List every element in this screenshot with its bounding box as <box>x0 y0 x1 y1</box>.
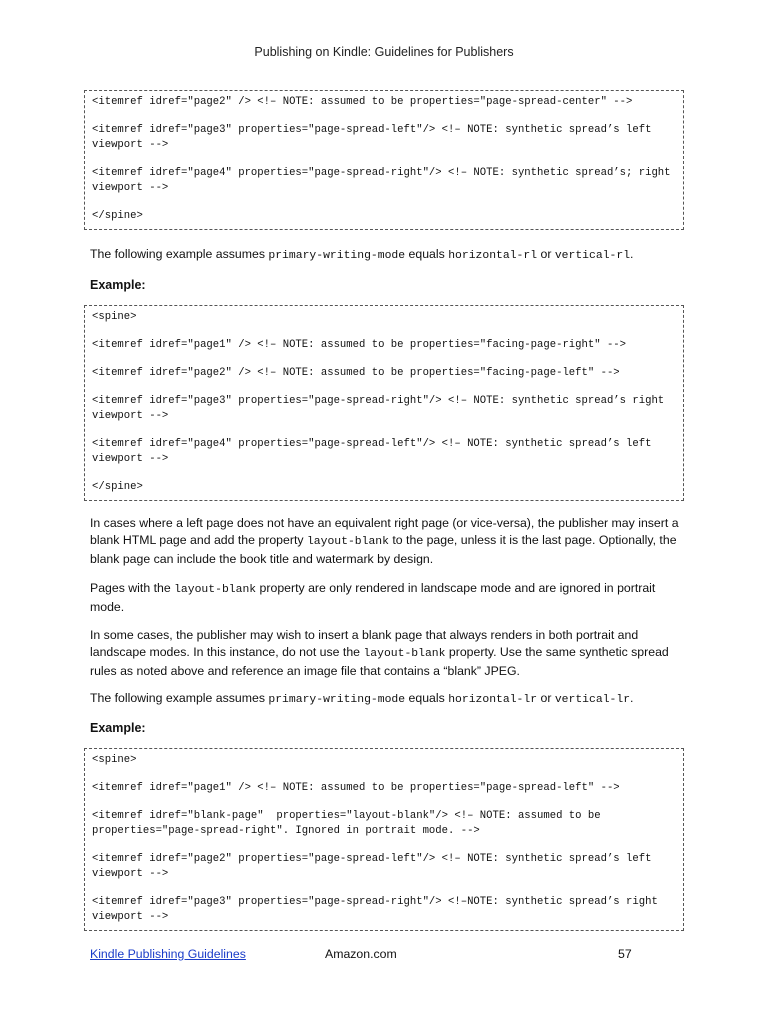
paragraph-layout-blank <box>90 580 690 616</box>
text: The following example assumes <box>90 247 269 261</box>
footer-guidelines-link[interactable]: Kindle Publishing Guidelines <box>90 947 246 961</box>
code-term: layout-blank <box>306 536 389 548</box>
code-term: horizontal-lr <box>448 694 538 706</box>
text: . <box>630 691 634 705</box>
footer-publisher: Amazon.com <box>325 947 397 961</box>
code-line: <itemref idref="page4" properties="page-spread-left"/> <!– NOTE: synthetic spread’s left viewport --> <box>92 438 658 465</box>
code-line: <itemref idref="page4" properties="page-spread-right"/> <!– NOTE: synthetic spread’s; right viewport --> <box>92 167 677 194</box>
code-block-2 <box>84 305 684 501</box>
text: In cases where a left page does not have an equivalent right page (or vice-versa), the publisher may insert a blank HTML page and add the property <box>90 516 679 547</box>
code-term: horizontal-rl <box>448 250 538 262</box>
code-line: <spine> <box>92 311 137 323</box>
code-line: <itemref idref="blank-page" properties="layout-blank"/> <!– NOTE: assumed to be properties="page-spread-right". Ignored in portrait mode. --> <box>92 810 607 837</box>
example-label: Example: <box>90 278 146 292</box>
code-term: layout-blank <box>363 648 446 660</box>
text: property are only rendered in landscape mode and are ignored in portrait mode. <box>90 581 656 614</box>
code-line: <itemref idref="page1" /> <!– NOTE: assumed to be properties="facing-page-right" --> <box>92 339 627 351</box>
paragraph-blank-jpeg <box>90 627 690 680</box>
code-block-1 <box>84 90 684 230</box>
code-line: <itemref idref="page2" properties="page-spread-left"/> <!– NOTE: synthetic spread’s left viewport --> <box>92 853 658 880</box>
code-line: <itemref idref="page3" properties="page-spread-right"/> <!– NOTE: synthetic spread’s right viewport --> <box>92 395 671 422</box>
text: or <box>537 691 555 705</box>
code-term: primary-writing-mode <box>268 250 406 262</box>
text: In some cases, the publisher may wish to insert a blank page that always renders in both portrait and landscape modes. In this instance, do not use the <box>90 628 639 659</box>
text: The following example assumes <box>90 691 269 705</box>
code-term: vertical-lr <box>554 694 631 706</box>
code-term: vertical-rl <box>554 250 631 262</box>
text: . <box>630 247 634 261</box>
text: Pages with the <box>90 581 175 595</box>
code-line: <itemref idref="page2" /> <!– NOTE: assumed to be properties="facing-page-left" --> <box>92 367 620 379</box>
code-line: <itemref idref="page1" /> <!– NOTE: assumed to be properties="page-spread-left" --> <box>92 782 620 794</box>
code-term: layout-blank <box>174 584 257 596</box>
code-line: <itemref idref="page2" /> <!– NOTE: assumed to be properties="page-spread-center" --> <box>92 96 633 108</box>
code-line: </spine> <box>92 210 143 222</box>
text: property. Use the same synthetic spread rules as noted above and reference an image file that contains a “blank” JPEG. <box>90 645 669 678</box>
code-term: primary-writing-mode <box>268 694 406 706</box>
text: or <box>537 247 555 261</box>
code-line: <itemref idref="page3" properties="page-spread-right"/> <!–NOTE: synthetic spread’s right viewport --> <box>92 896 665 923</box>
page-header: Publishing on Kindle: Guidelines for Publishers <box>254 45 514 59</box>
text: equals <box>405 247 449 261</box>
text: equals <box>405 691 449 705</box>
page-number: 57 <box>618 947 632 961</box>
paragraph-blank-page <box>90 515 690 568</box>
code-line: <itemref idref="page3" properties="page-spread-left"/> <!– NOTE: synthetic spread’s left viewport --> <box>92 124 658 151</box>
code-line: </spine> <box>92 481 143 493</box>
text: to the page, unless it is the last page. Optionally, the blank page can include the book title and watermark by design. <box>90 533 677 566</box>
example-label: Example: <box>90 721 146 735</box>
code-block-3 <box>84 748 684 931</box>
paragraph-writing-mode-rl <box>90 246 690 265</box>
paragraph-writing-mode-lr <box>90 690 690 709</box>
code-line: <spine> <box>92 754 137 766</box>
